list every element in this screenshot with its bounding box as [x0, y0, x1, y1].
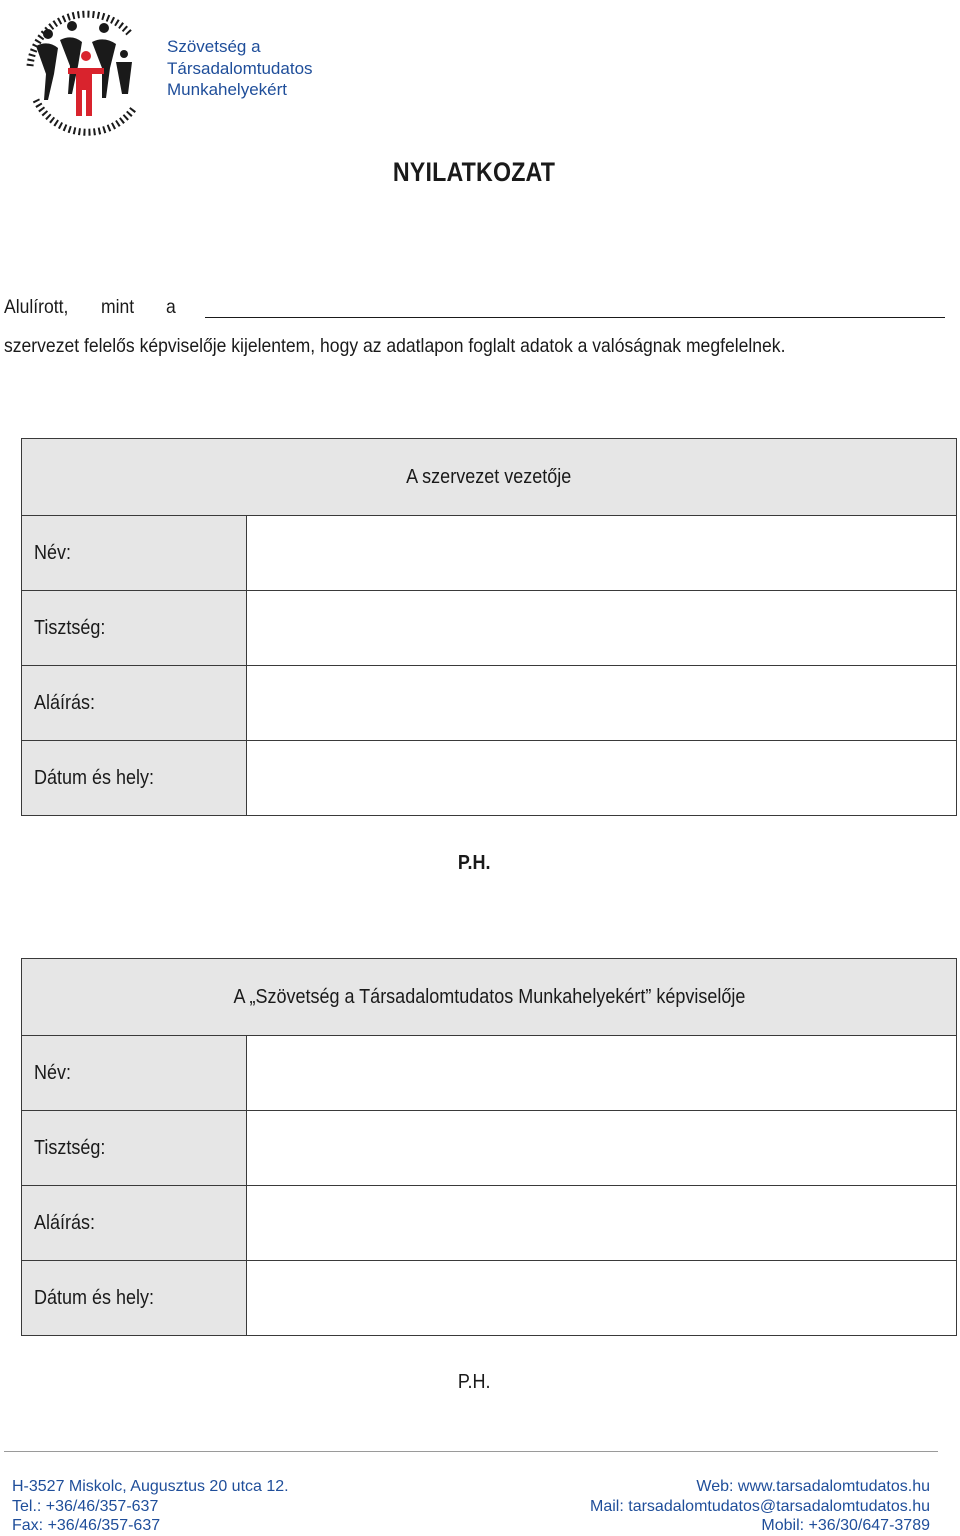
- statement-word: Alulírott,: [4, 296, 69, 318]
- date-place-field[interactable]: [247, 1261, 957, 1336]
- organization-leader-table: [21, 438, 957, 816]
- stamp-placeholder: [0, 1371, 948, 1394]
- position-field[interactable]: [247, 591, 957, 666]
- table-header: [22, 959, 957, 1036]
- footer-divider: [4, 1451, 938, 1452]
- row-label-text: Dátum és hely:: [34, 766, 155, 789]
- row-label: [22, 1186, 247, 1261]
- footer-web: Web: www.tarsadalomtudatos.hu: [696, 1478, 930, 1495]
- footer-phone: Tel.: +36/46/357-637: [12, 1497, 159, 1515]
- table-row: [22, 1111, 957, 1186]
- row-label-text: Tisztség:: [34, 616, 106, 639]
- row-label: [22, 1111, 247, 1186]
- table-row: [22, 516, 957, 591]
- statement-line-2: [4, 335, 872, 358]
- row-label: [22, 591, 247, 666]
- signature-field[interactable]: [247, 1186, 957, 1261]
- statement-text: szervezet felelős képviselője kijelentem, hogy az adatlapon foglalt adatok a valóságnak megfelelnek.: [4, 335, 786, 357]
- row-label: [22, 666, 247, 741]
- stamp-text: P.H.: [457, 1371, 491, 1393]
- table-header-text: A „Szövetség a Társadalomtudatos Munkahelyekért” képviselője: [233, 985, 745, 1008]
- table-header-text: A szervezet vezetője: [406, 465, 572, 488]
- table-row: [22, 741, 957, 816]
- table-row: [22, 1036, 957, 1111]
- statement-word: a: [166, 296, 176, 318]
- footer-address: H-3527 Miskolc, Augusztus 20 utca 12.: [12, 1478, 289, 1495]
- organization-name: [167, 36, 313, 101]
- table-row: [22, 1186, 957, 1261]
- statement-word: mint: [101, 296, 135, 318]
- footer-mobile: Mobil: +36/30/647-3789: [761, 1517, 930, 1534]
- name-field[interactable]: [247, 516, 957, 591]
- row-label: [22, 516, 247, 591]
- organization-name-blank[interactable]: [205, 317, 945, 318]
- row-label-text: Dátum és hely:: [34, 1286, 155, 1309]
- stamp-placeholder: [0, 852, 948, 875]
- row-label-text: Tisztség:: [34, 1136, 106, 1159]
- footer-fax: Fax: +36/46/357-637: [12, 1517, 161, 1534]
- association-representative-table: [21, 958, 957, 1336]
- row-label-text: Név:: [34, 1061, 72, 1084]
- row-label: [22, 741, 247, 816]
- footer-contact-right: [590, 1477, 930, 1536]
- table-row: [22, 1261, 957, 1336]
- stamp-text: P.H.: [457, 852, 491, 874]
- people-circle-logo-icon: [12, 4, 162, 136]
- row-label: [22, 1036, 247, 1111]
- table-row: [22, 666, 957, 741]
- organization-logo: [12, 4, 162, 136]
- signature-field[interactable]: [247, 666, 957, 741]
- footer-mail: Mail: tarsadalomtudatos@tarsadalomtudatos.hu: [590, 1497, 930, 1515]
- name-field[interactable]: [247, 1036, 957, 1111]
- row-label-text: Aláírás:: [34, 1211, 96, 1234]
- organization-name-line: Munkahelyekért: [167, 80, 288, 99]
- table-header: [22, 439, 957, 516]
- row-label-text: Név:: [34, 541, 72, 564]
- row-label-text: Aláírás:: [34, 691, 96, 714]
- position-field[interactable]: [247, 1111, 957, 1186]
- row-label: [22, 1261, 247, 1336]
- statement-line-1: [4, 296, 944, 319]
- document-title: NYILATKOZAT: [392, 157, 556, 187]
- organization-name-line: Szövetség a: [167, 37, 261, 56]
- organization-name-line: Társadalomtudatos: [167, 58, 313, 78]
- date-place-field[interactable]: [247, 741, 957, 816]
- table-row: [22, 591, 957, 666]
- footer-contact-left: [12, 1477, 289, 1536]
